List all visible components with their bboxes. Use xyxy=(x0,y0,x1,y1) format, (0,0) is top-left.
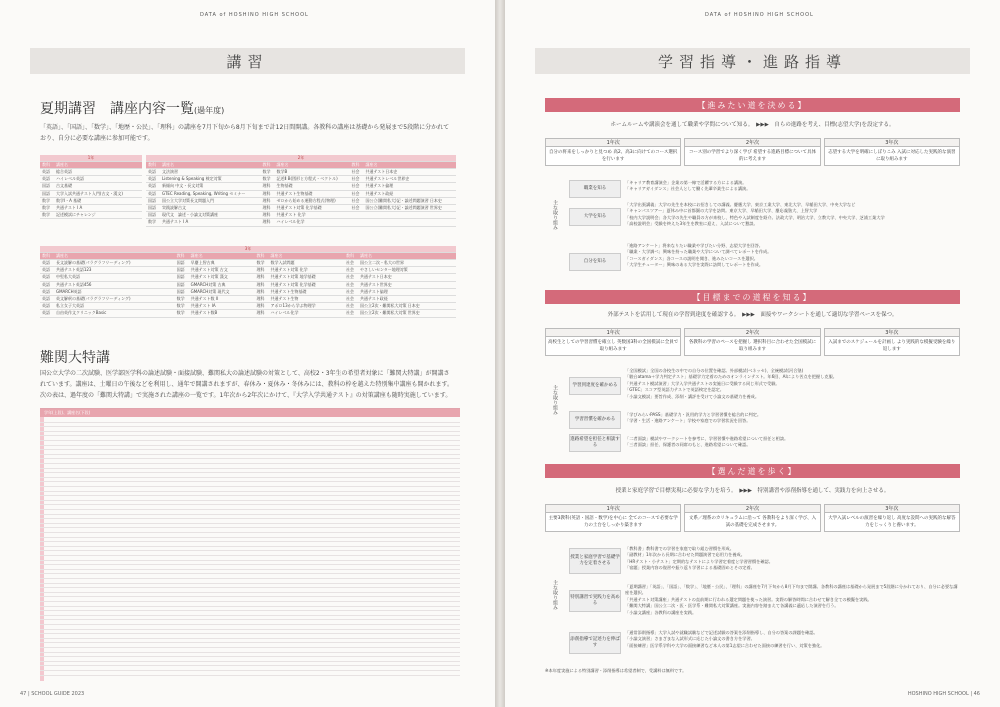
table-header-cell: 教科 xyxy=(146,162,160,169)
year-label: 3年次 xyxy=(825,505,959,513)
subject-cell: 社会 xyxy=(349,176,363,183)
subject-cell: 理科 xyxy=(261,197,275,204)
subject-cell: 数学 xyxy=(146,219,160,226)
year-label: 2年次 xyxy=(685,505,819,513)
subject-cell: 英語 xyxy=(40,303,54,310)
subject-cell: 理科 xyxy=(261,219,275,226)
table-header-cell: 講座名 xyxy=(275,162,350,169)
course-cell: 数学I・A 基礎 xyxy=(54,197,142,204)
year-label: 1年次 xyxy=(546,139,680,147)
course-cell: GMARCH対策 現代文 xyxy=(189,288,255,295)
label-self: 自分を知る xyxy=(569,253,621,271)
detail-self: 「進路アンケート」将来なりたい職業や学びたい分野、志望大学を回答。 「職業・大学調べ」興味を持った職業や大学について調べてレポートを作成。 「コースガイダンス」各コースの説明を聞き、進みたいコースを選択。 「大学生チューター」興味のある大学を実際に訪問してレポートを作成。 xyxy=(625,243,772,268)
course-cell: 国公立大学対策長文問題入門 xyxy=(160,197,261,204)
year1-box xyxy=(545,504,681,532)
table-header-cell: 教科 xyxy=(344,253,358,260)
table-header-cell: 講座名 xyxy=(358,253,456,260)
subject-cell: 国語 xyxy=(175,260,189,267)
right-page xyxy=(505,0,1000,707)
subject-cell: 英語 xyxy=(40,281,54,288)
table-row xyxy=(40,288,456,295)
gutter xyxy=(495,0,505,707)
detail-writing: 「通常添削指導」大学入試や就職試験などで記述試験の答案を添削指導し、自分の答案の課題を確認。 「小論文演習」さまざまな入試形式に応じた小論文の書き方を学習。 「面接練習」医学系学科や大学の面接練習など本人の第1志望に合わせた面接の練習を行い、対策を強化。 xyxy=(625,630,825,648)
subject-cell xyxy=(349,219,363,226)
course-cell: 共通テスト生物基礎 xyxy=(275,190,350,197)
course-cell: 共通テスト政経 xyxy=(358,295,456,302)
course-cell: 共通テスト倫理 xyxy=(358,288,456,295)
table-row xyxy=(40,260,456,267)
table-row xyxy=(40,169,142,176)
subject-cell: 社会 xyxy=(344,274,358,281)
course-cell: 数学入試問題 xyxy=(269,260,344,267)
year-label: 1年次 xyxy=(546,505,680,513)
course-cell: 現代文 論述・小論文対策講座 xyxy=(160,212,261,219)
table-row xyxy=(146,183,456,190)
course-cell: 大学入試共通テスト入門(古文・漢文) xyxy=(54,190,142,197)
year-desc: 各教科の学習のペースを把握し 選択科目に合わせた全国模試に取り組みます xyxy=(688,340,817,352)
label-university: 大学を知る xyxy=(569,208,621,226)
subject-cell: 国語 xyxy=(146,197,160,204)
course-cell: 記述Ⅱ B(図形と方程式・ベクトル) xyxy=(275,176,350,183)
s1-sub: ホームルームや講演会を通して職業や学問について知る。 ▶▶▶ 自らの進路を考え、目標(志望大学)を設定する。 xyxy=(610,122,895,128)
course-cell xyxy=(363,212,456,219)
detail-consult: 「二者面談」模試やワークシートを参考に、学習習慣や進路希望について担任と相談。 「三者面談」担任、保護者の同席のもと、進路希望について確認。 xyxy=(625,436,789,448)
table-header-cell: 講座名 xyxy=(54,253,175,260)
subject-cell: 英語 xyxy=(40,260,54,267)
course-cell: GTEC Reading, Speaking, Writing セミナー xyxy=(160,190,261,197)
subject-cell: 英語 xyxy=(146,190,160,197)
band-decide-path: 【進みたい道を決める】 xyxy=(545,98,960,112)
table-group-label: 2年 xyxy=(146,155,456,162)
left-page xyxy=(0,0,495,707)
table-header-cell: 講座名 xyxy=(160,162,261,169)
table-row xyxy=(40,310,456,317)
subject-cell: 英語 xyxy=(146,169,160,176)
course-cell: ハイレベル化学 xyxy=(275,219,350,226)
nankan-title: 難関大特講 xyxy=(40,350,110,366)
course-cell: 数学B xyxy=(275,169,350,176)
year2-box xyxy=(684,328,820,356)
course-cell: GMARCH対策 古典 xyxy=(189,281,255,288)
subject-cell: 理科 xyxy=(261,204,275,211)
course-cell: 共通テスト対策 漢文 xyxy=(189,274,255,281)
subject-cell: 社会 xyxy=(344,288,358,295)
detail-special: 「夏期講習」「英語」、「国語」、「数学」、「地歴・公民」、「理科」の講座を7月下旬から8月下旬まで開講。各教科の講座は基礎から発展まで5段階に分かれており、自分に必要な講座を選択。 「共通テスト対策講座」共通テストの直前期に行われる選定問題を使った演習。実際の解答時間に合わせて解き全ての模擬を実践。 「難関大特講」国公立二次・医・医学系・難関私大対策講座。実施内容を踏まえて各講義に適応した演習を行う。 「小論文講座」各教科の講座を実践。 xyxy=(625,584,958,615)
s1-side-label: 主な取り組み xyxy=(552,200,558,230)
course-cell: 国公立(難関私大)記・論述問題演習 世界史 xyxy=(363,204,456,211)
subject-cell: 数学 xyxy=(175,303,189,310)
subject-cell: 国語 xyxy=(40,183,54,190)
table-row xyxy=(146,190,456,197)
course-cell: 共通テスト数B xyxy=(189,310,255,317)
detail-job: 「キャリア教育講演会」企業の第一線で活躍する方による講演。 「キャリアガイダンス」社会人として働く先輩卒業生による講演。 xyxy=(625,180,751,192)
subject-cell: 英語 xyxy=(40,310,54,317)
section-title-koshu: 講習 xyxy=(30,48,465,74)
subject-cell: 社会 xyxy=(344,281,358,288)
subject-cell: 理科 xyxy=(261,190,275,197)
subject-cell: 国語 xyxy=(175,288,189,295)
table-row xyxy=(146,212,456,219)
table-row xyxy=(40,212,142,219)
course-cell: 共通テスト倫理 xyxy=(363,183,456,190)
course-cell: 文法演習 xyxy=(160,169,261,176)
course-cell: 古文基礎 xyxy=(54,183,142,190)
subject-cell: 社会 xyxy=(349,169,363,176)
table-row xyxy=(146,176,456,183)
summer-table-year2 xyxy=(146,155,456,227)
summer-table-year1 xyxy=(40,155,142,219)
label-basics: 授業と家庭学習で基礎学力を定着させる xyxy=(569,548,621,574)
subject-cell: 英語 xyxy=(40,169,54,176)
course-cell: 共通テスト I A xyxy=(160,219,261,226)
course-cell: 国公立2次・難関私大対策 日本史 xyxy=(358,303,456,310)
course-cell: 早慶上智古典 xyxy=(189,260,255,267)
course-cell: 総合英語 xyxy=(54,169,142,176)
subject-cell: 社会 xyxy=(349,204,363,211)
subject-cell: 数学 xyxy=(40,212,54,219)
label-habit: 学習習慣を確かめる xyxy=(569,411,621,429)
subject-cell: 国語 xyxy=(175,274,189,281)
subject-cell: 英語 xyxy=(40,267,54,274)
page-footer: HOSHINO HIGH SCHOOL | 46 xyxy=(907,691,980,697)
course-cell: 共通テスト IA xyxy=(189,303,255,310)
page-footer: 47 | SCHOOL GUIDE 2023 xyxy=(20,691,85,697)
year-desc: コース別の学習でより深く学び 希望する進路目標について具体的に考えます xyxy=(688,150,817,162)
label-achievement: 学習到達度を確かめる xyxy=(569,377,621,395)
year-label: 3年次 xyxy=(825,329,959,337)
table-row xyxy=(40,190,142,197)
page-header: DATA of HOSHINO HIGH SCHOOL xyxy=(200,12,309,18)
subject-cell: 国語 xyxy=(146,204,160,211)
year-label: 2年次 xyxy=(685,139,819,147)
label-writing: 添削指導で記述力を伸ばす xyxy=(569,632,621,654)
label-special: 特別講習で実践力を高める xyxy=(569,590,621,612)
course-cell: アポロ13から学ぶ物理学 xyxy=(269,303,344,310)
course-cell: 私立女子大英語 xyxy=(54,303,175,310)
course-cell: 共通テスト政経 xyxy=(363,190,456,197)
course-cell: 生物基礎 xyxy=(275,183,350,190)
subject-cell: 社会 xyxy=(344,260,358,267)
table-header-cell: 教科 xyxy=(175,253,189,260)
subject-cell: 社会 xyxy=(344,267,358,274)
summer-title: 夏期講習 講座内容一覧(過年度) xyxy=(40,101,225,117)
course-cell: 共通テストレベル世界史 xyxy=(363,176,456,183)
course-cell: 共通テスト対策 化学基礎 xyxy=(269,281,344,288)
year-desc: 入試までのスケジュールを計画し より実践的な模擬受験を繰り返します xyxy=(828,340,956,352)
subject-cell: 理科 xyxy=(255,281,269,288)
course-cell: 新傾向 中文・長文対策 xyxy=(160,183,261,190)
course-cell: Listening & Speaking 検定対策 xyxy=(160,176,261,183)
course-cell: 国公立二次・私大の世界 xyxy=(358,260,456,267)
s1-year-boxes xyxy=(545,138,960,166)
table-row xyxy=(40,267,456,274)
course-cell: 共通テスト対策 地学基礎 xyxy=(269,274,344,281)
s3-note: ※本年度実施による特別講習・添削指導は希望者制で、受講料は無料です。 xyxy=(545,668,687,673)
table-row xyxy=(40,183,142,190)
table-header-cell: 教科 xyxy=(40,253,54,260)
subject-cell: 英語 xyxy=(40,288,54,295)
course-cell: 記述模試にチャレンジ xyxy=(54,212,142,219)
year3-box xyxy=(824,504,960,532)
table-header-cell: 講座名 xyxy=(54,162,142,169)
subject-cell: 数学 xyxy=(175,310,189,317)
course-cell: 共通テスト数 II xyxy=(189,295,255,302)
table-row xyxy=(146,197,456,204)
subject-cell: 数学 xyxy=(261,176,275,183)
course-cell: 共通テスト 化学 xyxy=(275,212,350,219)
course-cell: 中堅私大英語 xyxy=(54,274,175,281)
nankan-text: 国公立大学の二次試験、医学部医学科の論述試験・面接試験、難関私大の論述試験の対策として、高校2・3年生の希望者対象に「難関大特講」が開講されています。講座は、土曜日の午後などを利用し、通年で開講されますが、春休み・夏休み・冬休みには、教科の枠を越えた特別集中講座も開かれます。次の表は、過年度の「難関大特講」で実施された講座の一覧です。1年次から2年次にかけて、『大学入学共通テスト』の対策講座も随時実施しています。 xyxy=(40,370,454,399)
detail-habit: 「学びみらいPASS」基礎学力・汎用的学力と学習習慣を総合的に判定。 「学習・生活・進路アンケート」学校や家庭での学習状況を回答。 xyxy=(625,412,762,424)
subject-cell: 理科 xyxy=(255,288,269,295)
table-row xyxy=(40,303,456,310)
course-cell: 共通テスト対策 化学基礎 xyxy=(275,204,350,211)
table-group-label: 3年 xyxy=(40,246,456,253)
s3-side-label: 主な取り組み xyxy=(552,580,558,610)
year1-box xyxy=(545,138,681,166)
page-header: DATA of HOSHINO HIGH SCHOOL xyxy=(705,12,814,18)
subject-cell: 数学 xyxy=(255,260,269,267)
subject-cell: 国語 xyxy=(175,267,189,274)
s3-year-boxes xyxy=(545,504,960,532)
course-cell: ゼロから始める運動方程式(物理) xyxy=(275,197,350,204)
subject-cell: 理科 xyxy=(255,274,269,281)
detail-basics: 「教科書」教科書での学習を家庭で取り組む習慣を形成。 「副教材」1年次から長期に合わせた問題演習で応用力を養成。 「HRテスト・小テスト」定期的なテストにより学習定着度と学習習慣を確認。 「宿題」授業内容の復習や振り返り学習による基礎固めとその定着。 xyxy=(625,546,773,571)
subject-cell: 数学 xyxy=(40,204,54,211)
year2-box xyxy=(684,504,820,532)
subject-cell: 社会 xyxy=(349,190,363,197)
table-row xyxy=(40,295,456,302)
course-cell: 共通テスト生物 xyxy=(269,295,344,302)
table-row xyxy=(146,219,456,226)
summer-table-year3 xyxy=(40,246,456,318)
subject-cell: 理科 xyxy=(255,295,269,302)
subject-cell: 社会 xyxy=(349,197,363,204)
band-walk-path: 【選んだ道を歩く】 xyxy=(545,464,960,478)
year-desc: 自分の将来をしっかりと見つめ 高2、高3に向けてのコース選択を行います xyxy=(548,150,678,162)
subject-cell xyxy=(349,212,363,219)
s2-sub: 外部テストを活用して現在の学習到達度を確認する。 ▶▶▶ 面接やワークシートを通して適切な学習ペースを保つ。 xyxy=(607,312,898,318)
table-row xyxy=(40,204,142,211)
table-row xyxy=(40,671,460,676)
course-cell: 共通テスト英語456 xyxy=(54,281,175,288)
detail-university: 「大学出張講義」大学の先生を本校にお招きしての講義。慶應大学、東京工業大学、東北大学、早稲田大学、中央大学など 「キャンパスツアー」夏休み中に首都圏の大学を訪問。東京大学、早稲田大学、慶応義塾大、上智大学 「校内大学説明会」各大学の先生や職員の方が来校し、特色や入試制度を紹介。法政大学、明治大学、立教大学、中央大学、芝浦工業大学 「高校説明会」受験を終えた3年生を教室に迎え、入試について懇談。 xyxy=(625,202,885,227)
subject-cell: 理科 xyxy=(261,212,275,219)
year2-box xyxy=(684,138,820,166)
subject-cell: 国語 xyxy=(175,281,189,288)
year-desc: 大学入試レベルの演習を繰り返し 高度な設問への実践的な解答力をじっくりと養います。 xyxy=(828,516,956,528)
year3-box xyxy=(824,138,960,166)
subject-cell: 数学 xyxy=(175,295,189,302)
course-cell: やさしいセンター地理対策 xyxy=(358,267,456,274)
year-label: 2年次 xyxy=(685,329,819,337)
table-header-cell: 講座名 xyxy=(363,162,456,169)
course-cell: 自由英作文クリニックBasic xyxy=(54,310,175,317)
subject-cell: 社会 xyxy=(344,295,358,302)
table-row xyxy=(40,281,456,288)
subject-cell: 社会 xyxy=(344,310,358,317)
course-cell: 共通テスト対策 化学 xyxy=(269,267,344,274)
course-cell xyxy=(363,219,456,226)
subject-cell: 国語 xyxy=(40,190,54,197)
table-header-cell: 教科 xyxy=(40,162,54,169)
year-label: 1年次 xyxy=(546,329,680,337)
table-row xyxy=(146,169,456,176)
summer-text: 「英語」、「国語」、「数学」、「地歴・公民」、「理科」の講座を7月下旬から8月下旬まで計12日間開講。各教科の講座は基礎から発展まで5段階に分かれており、自分に必要な講座に参加可能です。 xyxy=(40,124,450,142)
subject-cell: 理科 xyxy=(261,183,275,190)
subject-cell: 社会 xyxy=(344,303,358,310)
course-cell: 共通テスト日本史 xyxy=(358,274,456,281)
year-desc: 志望する大学を明確にしぼりこみ 入試に対応した実践的な演習に取り組みます xyxy=(828,150,956,162)
subject-cell: 社会 xyxy=(349,183,363,190)
subject-cell: 理科 xyxy=(255,267,269,274)
table-row xyxy=(40,274,456,281)
subject-cell: 英語 xyxy=(146,176,160,183)
label-consult: 進路希望を担任と相談する xyxy=(569,434,621,452)
subject-cell: 英語 xyxy=(40,295,54,302)
course-cell: 共通テスト英語123 xyxy=(54,267,175,274)
subject-cell: 数学 xyxy=(40,197,54,204)
subject-cell: 国語 xyxy=(146,212,160,219)
subject-cell: 数学 xyxy=(261,169,275,176)
table-row xyxy=(40,176,142,183)
subject-cell: 理科 xyxy=(255,310,269,317)
course-cell: 共通テスト日本史 xyxy=(363,169,456,176)
course-cell: ハイレベル英語 xyxy=(54,176,142,183)
course-cell: 共通テスト世界史 xyxy=(358,281,456,288)
table-header-cell: 講座名 xyxy=(269,253,344,260)
table-header-cell: 講座名 xyxy=(189,253,255,260)
band-know-route: 【目標までの道程を知る】 xyxy=(545,290,960,304)
course-cell: 実践読解古文 xyxy=(160,204,261,211)
course-cell: 国公立(難関私大)記・論述問題演習 日本史 xyxy=(363,197,456,204)
course-cell: 英文解釈の基礎(パラグラフリーディング) xyxy=(54,295,175,302)
year-desc: 高校生としての学習習慣を確立し 英数国3科の全国模試に全員で取り組みます xyxy=(548,340,679,352)
course-cell: 共通テスト I A xyxy=(54,204,142,211)
subject-cell: 英語 xyxy=(40,274,54,281)
s2-year-boxes xyxy=(545,328,960,356)
table-header-cell: 教科 xyxy=(349,162,363,169)
table-group-label: 1年 xyxy=(40,155,142,162)
s2-side-label: 主な取り組み xyxy=(552,385,558,415)
year-desc: 主要3教科(英語・国語・数学)を中心に 全てのコースで必要な学力の土台をしっかり築きます xyxy=(548,516,678,528)
s3-sub: 授業と家庭学習で目標実現に必要な学力を培う。 ▶▶▶ 特別講習や添削指導を通して、実践力を向上させる。 xyxy=(615,488,890,494)
course-cell: GMARCH英語 xyxy=(54,288,175,295)
course-cell: 共通テスト生物基礎 xyxy=(269,288,344,295)
nankan-table-header: 学年(上段)、講座名(下段) xyxy=(40,409,460,417)
course-cell: 国公立2次・難関私大対策 世界史 xyxy=(358,310,456,317)
table-header-cell: 教科 xyxy=(255,253,269,260)
year1-box xyxy=(545,328,681,356)
subject-cell: 英語 xyxy=(40,176,54,183)
detail-achievement: 「全国模試」全国の各校生の中での自分の位置を確認。外部模試(ベネッセ)、全統模試(河合塾) 「駿台atama＋学力判定テスト」基礎学力定着のためのオンラインテスト。年6回、AIにより苦点を把握し克服。 「共通テスト模試演習」大学入学共通テストの実施日に受験する同じ形式で受験。 「GTEC」スコア型英語力テストで英語検定を認定。 「小論文模試」要旨作成、添削・講評を受けて小論文の基礎力を養成。 xyxy=(625,368,837,399)
nankan-course-table xyxy=(40,408,460,680)
course-cell: 長文読解の基礎(パラグラフリーディング) xyxy=(54,260,175,267)
year-desc: 文系／理系のカリキュラムに沿って 各教科をより深く学び、入試の基礎を完成させます。 xyxy=(688,516,817,528)
table-row xyxy=(40,197,142,204)
subject-cell: 英語 xyxy=(146,183,160,190)
course-cell: 共通テスト対策 古文 xyxy=(189,267,255,274)
year3-box xyxy=(824,328,960,356)
subject-cell: 理科 xyxy=(255,303,269,310)
year-label: 3年次 xyxy=(825,139,959,147)
section-title-guidance: 学習指導・進路指導 xyxy=(535,48,970,74)
table-row xyxy=(146,204,456,211)
table-header-cell: 教科 xyxy=(261,162,275,169)
label-job: 職業を知る xyxy=(569,180,621,198)
course-cell: ハイレベル化学 xyxy=(269,310,344,317)
